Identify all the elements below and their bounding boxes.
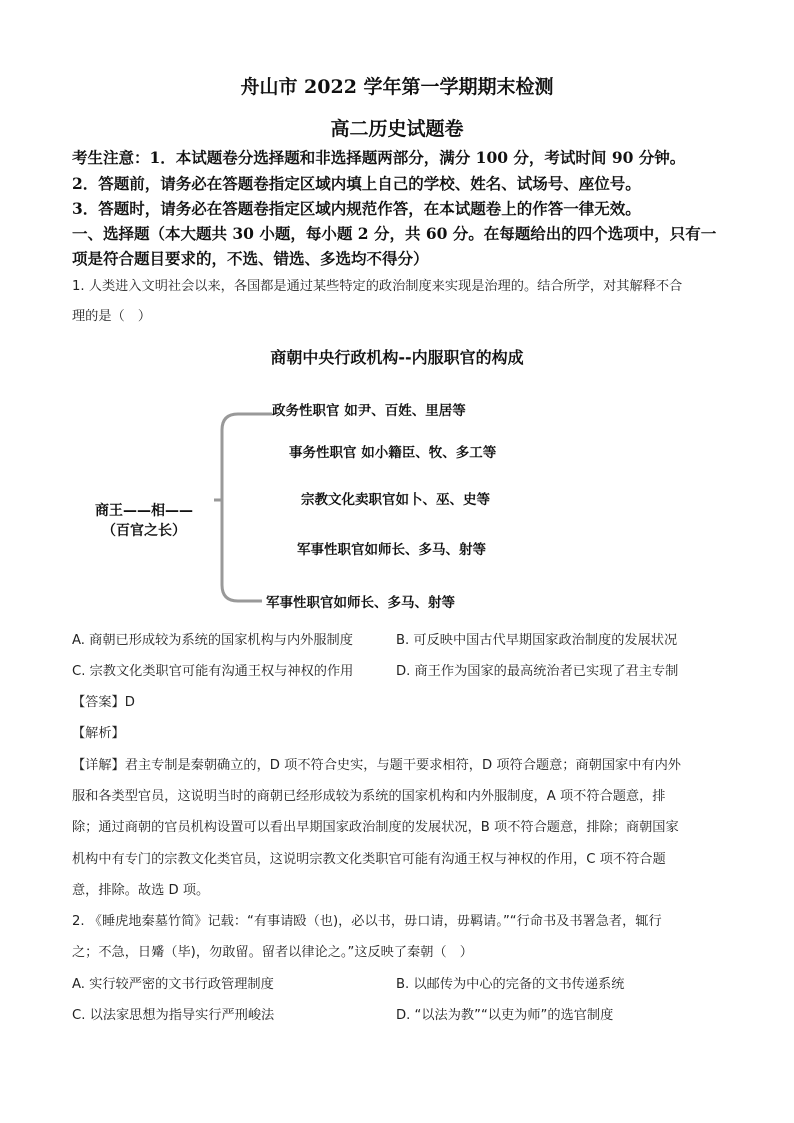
q2-option-b: B. 以邮传为中心的完备的文书传递系统 — [396, 977, 625, 992]
q1-option-a: A. 商朝已形成较为系统的国家机构与内外服制度 — [72, 633, 353, 648]
q2-option-d: D. “以法为教”“以吏为师”的选官制度 — [396, 1008, 614, 1023]
section-heading-1: 一、选择题（本大题共 30 小题，每小题 2 分，共 60 分。在每题给出的四个选项中，只有一 — [72, 224, 717, 243]
exam-subtitle: 高二历史试题卷 — [330, 118, 464, 140]
detail-line-1 — [72, 754, 681, 773]
detail-line-3: 除；通过商朝的官员机构设置可以看出早期国家政治制度的发展状况，B 项不符合题意，排除；商朝国家 — [72, 820, 679, 835]
branch-administrative: 政务性职官 如尹、百姓、里居等 — [272, 403, 466, 419]
notice-line-2: 2．答题前，请务必在答题卷指定区域内填上自己的学校、姓名、试场号、座位号。 — [72, 174, 641, 193]
branch-military: 军事性职官如师长、多马、射等 — [297, 542, 486, 558]
detail-line-2: 服和各类型官员，这说明当时的商朝已经形成较为系统的国家机构和内外服制度，A 项不符合题意，排 — [72, 789, 666, 804]
q1-option-d: D. 商王作为国家的最高统治者已实现了君主专制 — [396, 664, 679, 679]
root-node-note: （百官之长） — [102, 523, 186, 539]
branch-military-repeat: 军事性职官如师长、多马、射等 — [266, 595, 455, 611]
q1-option-c: C. 宗教文化类职官可能有沟通王权与神权的作用 — [72, 664, 354, 679]
q1-stem-line-1: 1. 人类进入文明社会以来，各国都是通过某些特定的政治制度来实现是治理的。结合所学，对其解释不合 — [72, 279, 683, 294]
section-heading-2: 项是符合题目要求的，不选、错选、多选均不得分） — [72, 249, 429, 268]
q1-stem-line-2: 理的是（ ） — [72, 309, 152, 324]
detail-line-5: 意，排除。故选 D 项。 — [72, 883, 210, 898]
q2-stem-line-1: 2. 《睡虎地秦墓竹简》记载：“有事请殹（也)，必以书，毋口请，毋羁请。”“行命书及书署急者，辄行 — [72, 914, 662, 929]
root-node: 商王——相—— — [95, 503, 193, 519]
detail-label: 【详解】 — [72, 758, 125, 773]
q2-stem-line-2: 之；不急，日觱（毕)，勿敢留。留者以律论之。”这反映了秦朝（ ） — [72, 945, 473, 960]
notice-line-3: 3．答题时，请务必在答题卷指定区域内规范作答，在本试题卷上的作答一律无效。 — [72, 199, 641, 218]
branch-affairs: 事务性职官 如小籍臣、牧、多工等 — [289, 445, 497, 461]
detail-line-4: 机构中有专门的宗教文化类官员，这说明宗教文化类职官可能有沟通王权与神权的作用，C 项不符合题 — [72, 852, 666, 867]
q2-option-c: C. 以法家思想为指导实行严刑峻法 — [72, 1008, 275, 1023]
q1-answer — [72, 691, 135, 710]
branch-religious: 宗教文化卖职官如卜、巫、史等 — [301, 492, 490, 508]
exam-title: 舟山市 2022 学年第一学期期末检测 — [240, 76, 554, 98]
detail-text-1: 君主专制是秦朝确立的，D 项不符合史实，与题干要求相符，D 项符合题意；商朝国家中有内外 — [124, 758, 681, 773]
q2-option-a: A. 实行较严密的文书行政管理制度 — [72, 977, 274, 992]
diagram-title: 商朝中央行政机构--内服职官的构成 — [270, 348, 524, 367]
answer-label: 【答案】 — [72, 695, 125, 710]
q1-option-b: B. 可反映中国古代早期国家政治制度的发展状况 — [396, 633, 678, 648]
answer-value: D — [124, 695, 135, 710]
notice-line-1: 考生注意：1．本试题卷分选择题和非选择题两部分，满分 100 分，考试时间 90 分钟。 — [72, 148, 686, 167]
analysis-label: 【解析】 — [72, 726, 125, 741]
